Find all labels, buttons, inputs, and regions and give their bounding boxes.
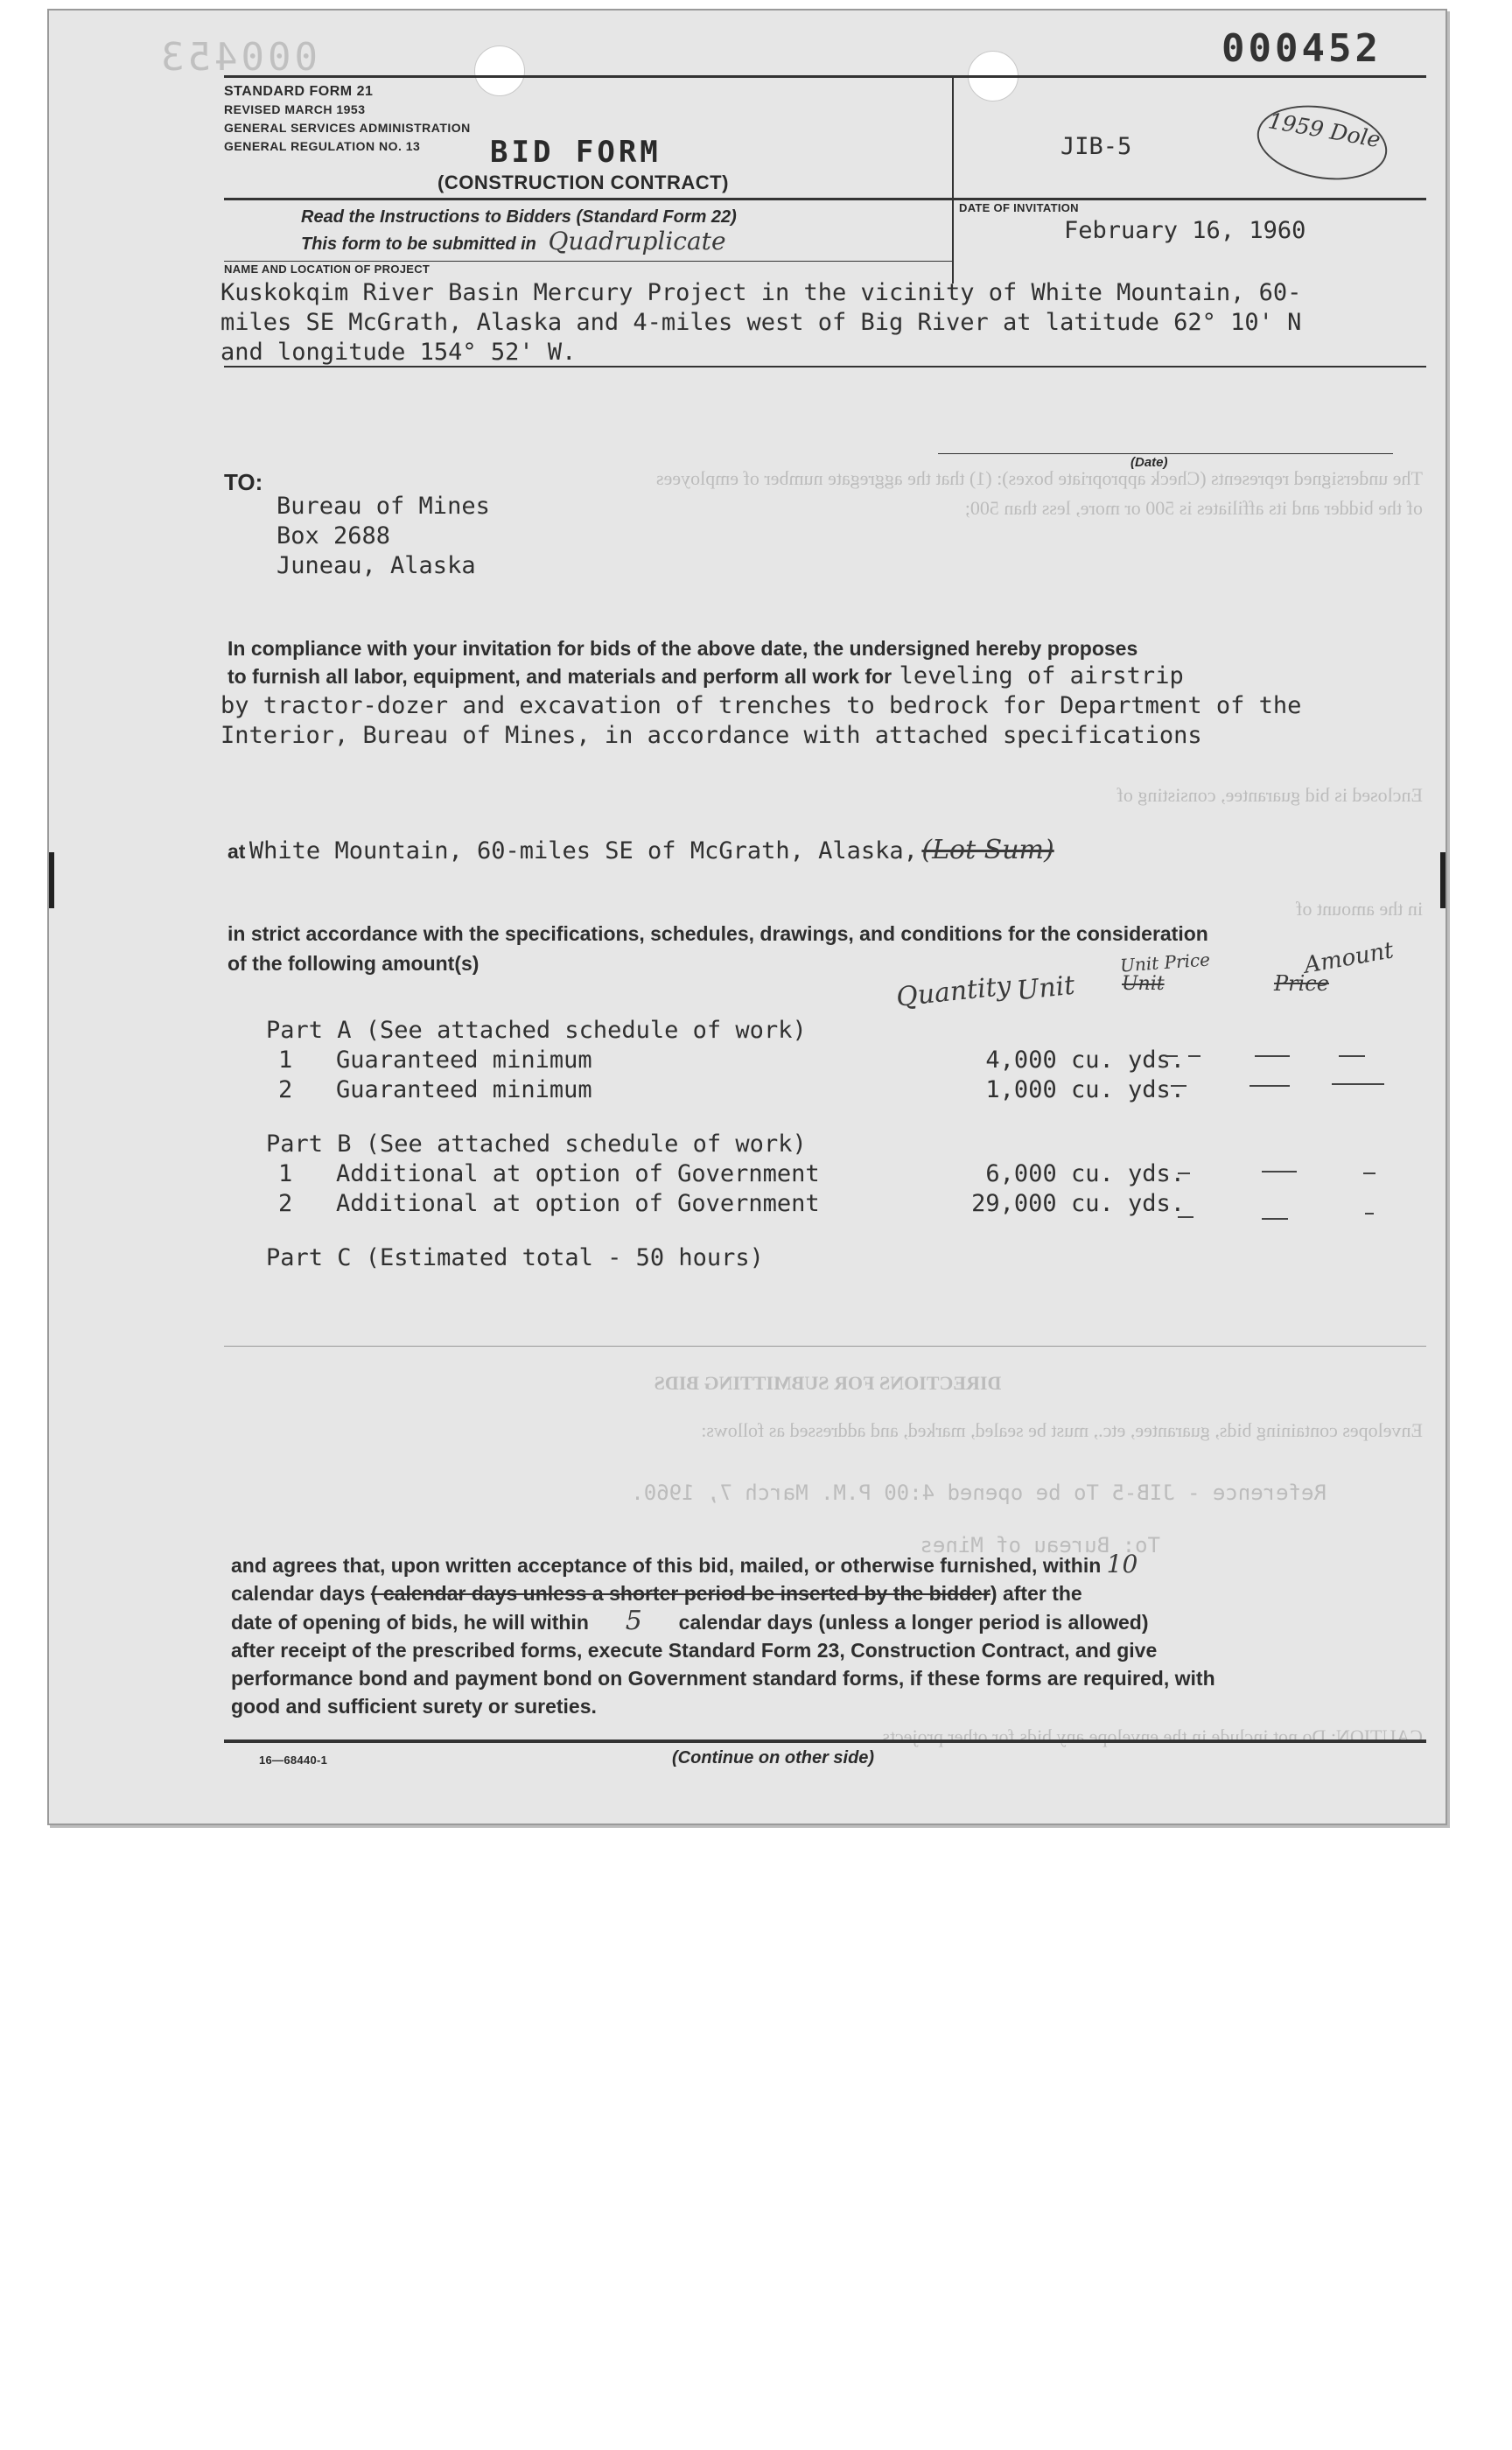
- bid-form-page: [47, 9, 1447, 1825]
- form-title: BID FORM: [490, 135, 662, 170]
- handwritten-annotation: 1959 Dole: [1251, 96, 1393, 190]
- location-at-label: at: [228, 840, 246, 863]
- price-dash: [1262, 1171, 1297, 1172]
- invitation-date: February 16, 1960: [1064, 217, 1306, 244]
- schedule-item-quantity: 6,000 cu. yds.: [985, 1160, 1185, 1187]
- schedule-item-description: Guaranteed minimum: [336, 1046, 592, 1074]
- compliance-line-2: [228, 662, 1184, 691]
- schedule-item-description: Additional at option of Government: [336, 1190, 820, 1217]
- price-dash: [1178, 1216, 1194, 1218]
- addressee-line-1: Bureau of Mines: [276, 493, 490, 520]
- footer-code: 16—68440-1: [259, 1754, 328, 1767]
- bleed-line-5: DIRECTIONS FOR SUBMITTING BIDS: [654, 1372, 1002, 1394]
- date-of-invitation-label: DATE OF INVITATION: [959, 201, 1079, 214]
- to-label: TO:: [224, 469, 263, 495]
- header-divider: [952, 77, 954, 284]
- schedule-row: [266, 1190, 1228, 1220]
- form-subtitle: (CONSTRUCTION CONTRACT): [438, 172, 729, 193]
- location-handwritten: (Lot Sum): [921, 835, 1054, 865]
- form-identifiers: [224, 82, 471, 156]
- bleed-line-9: CAUTION: Do not include in the envelope any bids for other projects.: [877, 1726, 1423, 1747]
- page-number: 000452: [1222, 26, 1382, 71]
- accordance-line-1: in strict accordance with the specifications, schedules, drawings, and conditions for the consideration: [228, 922, 1208, 945]
- addressee-line-3: Juneau, Alaska: [276, 552, 476, 579]
- schedule-item-quantity: 1,000 cu. yds.: [985, 1076, 1185, 1103]
- agreement-line-1-text: and agrees that, upon written acceptance of this bid, mailed, or otherwise furnished, within: [231, 1554, 1102, 1577]
- column-quantity: Quantity: [894, 970, 1013, 1013]
- schedule-item-number: 2: [278, 1076, 293, 1103]
- header-top-rule: [224, 75, 1426, 78]
- agreement-days-execute: 5: [625, 1606, 642, 1636]
- project-bottom-rule: [224, 366, 1426, 368]
- agreement-line-2-b: ) after the: [990, 1582, 1082, 1605]
- price-dash: [1365, 1213, 1374, 1214]
- schedule-item-description: Additional at option of Government: [336, 1160, 820, 1187]
- compliance-line-4: Interior, Bureau of Mines, in accordance with attached specifications: [220, 722, 1202, 749]
- header-mid-rule: [224, 198, 1426, 200]
- schedule-item-number: 1: [278, 1160, 293, 1187]
- schedule-item-quantity: 4,000 cu. yds.: [985, 1046, 1185, 1074]
- price-dash: [1255, 1055, 1290, 1057]
- bleed-line-3: Enclosed is bid guarantee, consisting of: [1116, 784, 1423, 806]
- column-unit-price-struck: Unit: [1122, 973, 1165, 995]
- schedule-row: [266, 1160, 1228, 1190]
- agreement-line-2-a: calendar days: [231, 1582, 366, 1605]
- addressee-line-2: Box 2688: [276, 522, 391, 550]
- agreement-line-6: good and sufficient surety or sureties.: [231, 1695, 597, 1718]
- instructions-block: [301, 205, 737, 256]
- bleed-through-text: [655, 464, 1423, 523]
- date-field-label: (Date): [1130, 455, 1168, 470]
- regulation-number: GENERAL REGULATION NO. 13: [224, 139, 421, 153]
- price-dash: [1339, 1055, 1365, 1057]
- bleed-line-1: The undersigned represents (Check appropriate boxes): (1) that the aggregate number of employees: [655, 467, 1423, 489]
- project-label-rule: [224, 261, 954, 262]
- agency-name: GENERAL SERVICES ADMINISTRATION: [224, 121, 471, 135]
- project-line-3: and longitude 154° 52' W.: [220, 339, 577, 366]
- column-amount-struck: Price: [1274, 971, 1329, 996]
- schedule-item-number: 2: [278, 1190, 293, 1217]
- accordance-line-2: of the following amount(s): [228, 952, 480, 975]
- continue-note: (Continue on other side): [672, 1748, 875, 1768]
- location-line: [228, 835, 1054, 866]
- schedule-row: [266, 1076, 1228, 1106]
- submission-line: [301, 229, 737, 256]
- addressee-block: [276, 492, 490, 581]
- column-unit-price: Unit Price: [1119, 948, 1211, 976]
- project-line-2: miles SE McGrath, Alaska and 4-miles west of Big River at latitude 62° 10' N: [220, 309, 1302, 336]
- agreement-days-bid: 10: [1106, 1550, 1138, 1578]
- date-field-line: [938, 453, 1393, 454]
- agreement-line-4: after receipt of the prescribed forms, execute Standard Form 23, Construction Contract, and give: [231, 1639, 1158, 1662]
- compliance-line-2-typed: leveling of airstrip: [899, 662, 1184, 690]
- submission-copies: Quadruplicate: [548, 227, 726, 256]
- bleed-through-guarantee: [1082, 780, 1423, 924]
- bleed-line-8: To: Bureau of Mines: [920, 1533, 1160, 1558]
- project-description: [220, 278, 1301, 368]
- column-unit: Unit: [1015, 970, 1076, 1007]
- schedule-part-heading: Part C (Estimated total - 50 hours): [266, 1244, 764, 1271]
- agreement-line-5: performance bond and payment bond on Government standard forms, if these forms are required, with: [231, 1667, 1215, 1690]
- price-dash: [1178, 1172, 1190, 1174]
- compliance-line-2-printed: to furnish all labor, equipment, and materials and perform all work for: [228, 665, 892, 688]
- price-dash: [1332, 1083, 1384, 1085]
- agreement-line-3-a: date of opening of bids, he will within: [231, 1611, 589, 1634]
- column-amount: Amount: [1302, 937, 1396, 979]
- punch-hole-left: [474, 46, 525, 96]
- revised-date: REVISED MARCH 1953: [224, 102, 366, 116]
- bleed-line-6: Envelopes containing bids, guarantee, etc., must be sealed, marked, and addressed as follows:: [701, 1419, 1423, 1441]
- project-line-1: Kuskokqim River Basin Mercury Project in the vicinity of White Mountain, 60-: [220, 279, 1302, 306]
- bleed-line-2: of the bidder and its affiliates is 500 or more, less than 500;: [964, 497, 1423, 519]
- schedule-part-heading: Part B (See attached schedule of work): [266, 1130, 807, 1158]
- standard-form-number: STANDARD FORM 21: [224, 84, 374, 99]
- schedule-part-heading: Part A (See attached schedule of work): [266, 1017, 807, 1044]
- instructions-text: Read the Instructions to Bidders (Standard Form 22): [301, 207, 737, 227]
- reference-number: JIB-5: [1060, 133, 1132, 160]
- project-label: NAME AND LOCATION OF PROJECT: [224, 262, 430, 276]
- agreement-line-2-struck: ( calendar days unless a shorter period be inserted by the bidder: [370, 1582, 990, 1605]
- schedule-item-quantity: 29,000 cu. yds.: [971, 1190, 1185, 1217]
- price-dash: [1171, 1085, 1186, 1087]
- schedule-item-number: 1: [278, 1046, 293, 1074]
- right-edge-mark: [1440, 852, 1446, 908]
- agreement-paragraph: [231, 1550, 1438, 1720]
- price-dash: [1363, 1172, 1376, 1174]
- agreement-line-2: [231, 1579, 1438, 1607]
- location-typed: White Mountain, 60-miles SE of McGrath, Alaska,: [248, 837, 918, 864]
- price-dash: [1188, 1055, 1200, 1057]
- agreement-line-3: [231, 1607, 1438, 1636]
- bleed-line-4: in the amount of: [1296, 898, 1423, 920]
- agreement-line-1: [231, 1550, 1438, 1579]
- price-dash: [1250, 1085, 1290, 1087]
- ghost-page-number: 000453: [158, 35, 318, 80]
- compliance-line-3: by tractor-dozer and excavation of trenches to bedrock for Department of the: [220, 692, 1302, 719]
- agreement-line-3-b: calendar days (unless a longer period is allowed): [678, 1611, 1149, 1634]
- compliance-line-1: In compliance with your invitation for bids of the above date, the undersigned hereby proposes: [228, 637, 1138, 660]
- bleed-line-7: Reference - JIB-5 To be opened 4:00 P.M. March 7, 1960.: [631, 1480, 1326, 1505]
- left-edge-mark: [49, 852, 54, 908]
- price-dash: [1166, 1055, 1178, 1057]
- schedule-bottom-rule: [224, 1346, 1426, 1347]
- footer-rule: [224, 1740, 1426, 1743]
- schedule-row: [266, 1046, 1228, 1076]
- schedule-item-description: Guaranteed minimum: [336, 1076, 592, 1103]
- price-dash: [1262, 1218, 1288, 1220]
- submission-prefix: This form to be submitted in: [301, 234, 536, 254]
